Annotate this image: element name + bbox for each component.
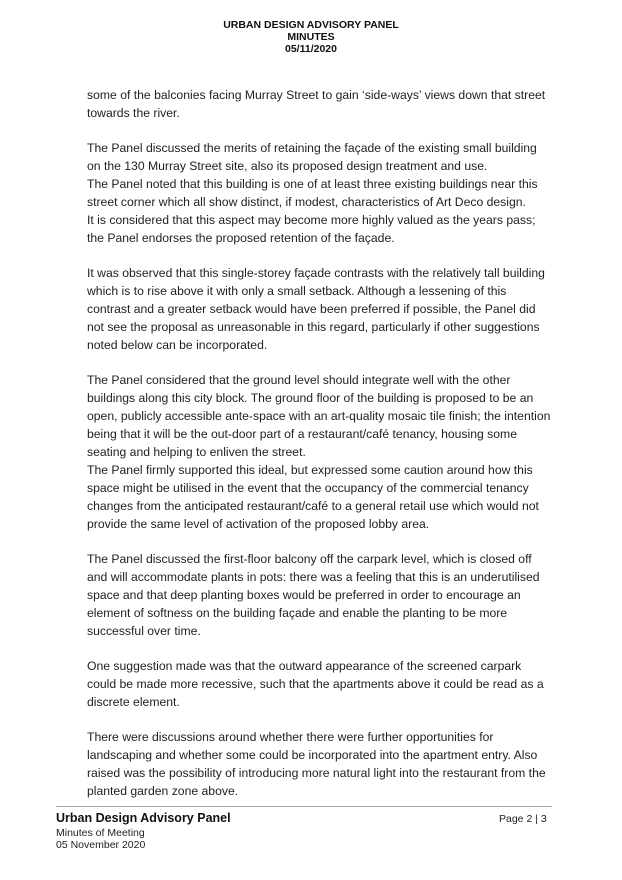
paragraph-setback: It was observed that this single-storey façade contrasts with the relatively tall building which is to rise above it with only a small setback. Although a lessening of this contrast and a greater setback would have been preferred if possible, the Panel did not see the proposal as unreasonable in this regard, particularly if other suggestions noted below can be incorporated. (87, 266, 545, 352)
footer-subtitle: Minutes of Meeting (56, 827, 145, 839)
paragraph-first-floor-balcony: The Panel discussed the first-floor balcony off the carpark level, which is closed off and will accommodate plants in pots: there was a feeling that this is an underutilised space and that deep planting boxes would be preferred in order to encourage an element of softness on the building façade and enable the planting to be more successful over time. (87, 552, 540, 638)
page-number: Page 2 | 3 (499, 813, 547, 825)
header-doc-type: MINUTES (287, 31, 335, 43)
minutes-body (87, 86, 567, 817)
header-panel-name: URBAN DESIGN ADVISORY PANEL (223, 19, 399, 31)
footer-date: 05 November 2020 (56, 839, 146, 851)
paragraph-landscaping: There were discussions around whether there were further opportunities for landscaping and whether some could be incorporated into the apartment entry. Also raised was the possibility of introducing more natural light into the restaurant from the planted garden zone above. (87, 730, 546, 798)
document-header (0, 19, 622, 55)
paragraph-carpark-screen: One suggestion made was that the outward appearance of the screened carpark could be made more recessive, such that the apartments above it could be read as a discrete element. (87, 659, 544, 709)
header-date: 05/11/2020 (285, 43, 337, 55)
footer-title: Urban Design Advisory Panel (56, 811, 231, 825)
footer-divider (56, 806, 552, 807)
paragraph-facade-retention: The Panel discussed the merits of retaining the façade of the existing small building on the 130 Murray Street site, also its proposed design treatment and use. The Panel noted that this building is one of at least three existing buildings near this street corner which all show distinct, if modest, characteristics of Art Deco design. It is considered that this aspect may become more highly valued as the years pass; the Panel endorses the proposed retention of the façade. (87, 141, 538, 245)
paragraph-balconies: some of the balconies facing Murray Street to gain ‘side-ways’ views down that street towards the river. (87, 88, 546, 120)
paragraph-ground-level: The Panel considered that the ground level should integrate well with the other buildings along this city block. The ground floor of the building is proposed to be an open, publicly accessible ante-space with an art-quality mosaic tile finish; the intention being that it will be the out-door part of a restaurant/café tenancy, housing some seating and helping to enliven the street. The Panel firmly supported this ideal, but expressed some caution around how this space might be utilised in the event that the occupancy of the commercial tenancy changes from the anticipated restaurant/café to a general retail use which would not provide the same level of activation of the proposed lobby area. (87, 373, 551, 531)
